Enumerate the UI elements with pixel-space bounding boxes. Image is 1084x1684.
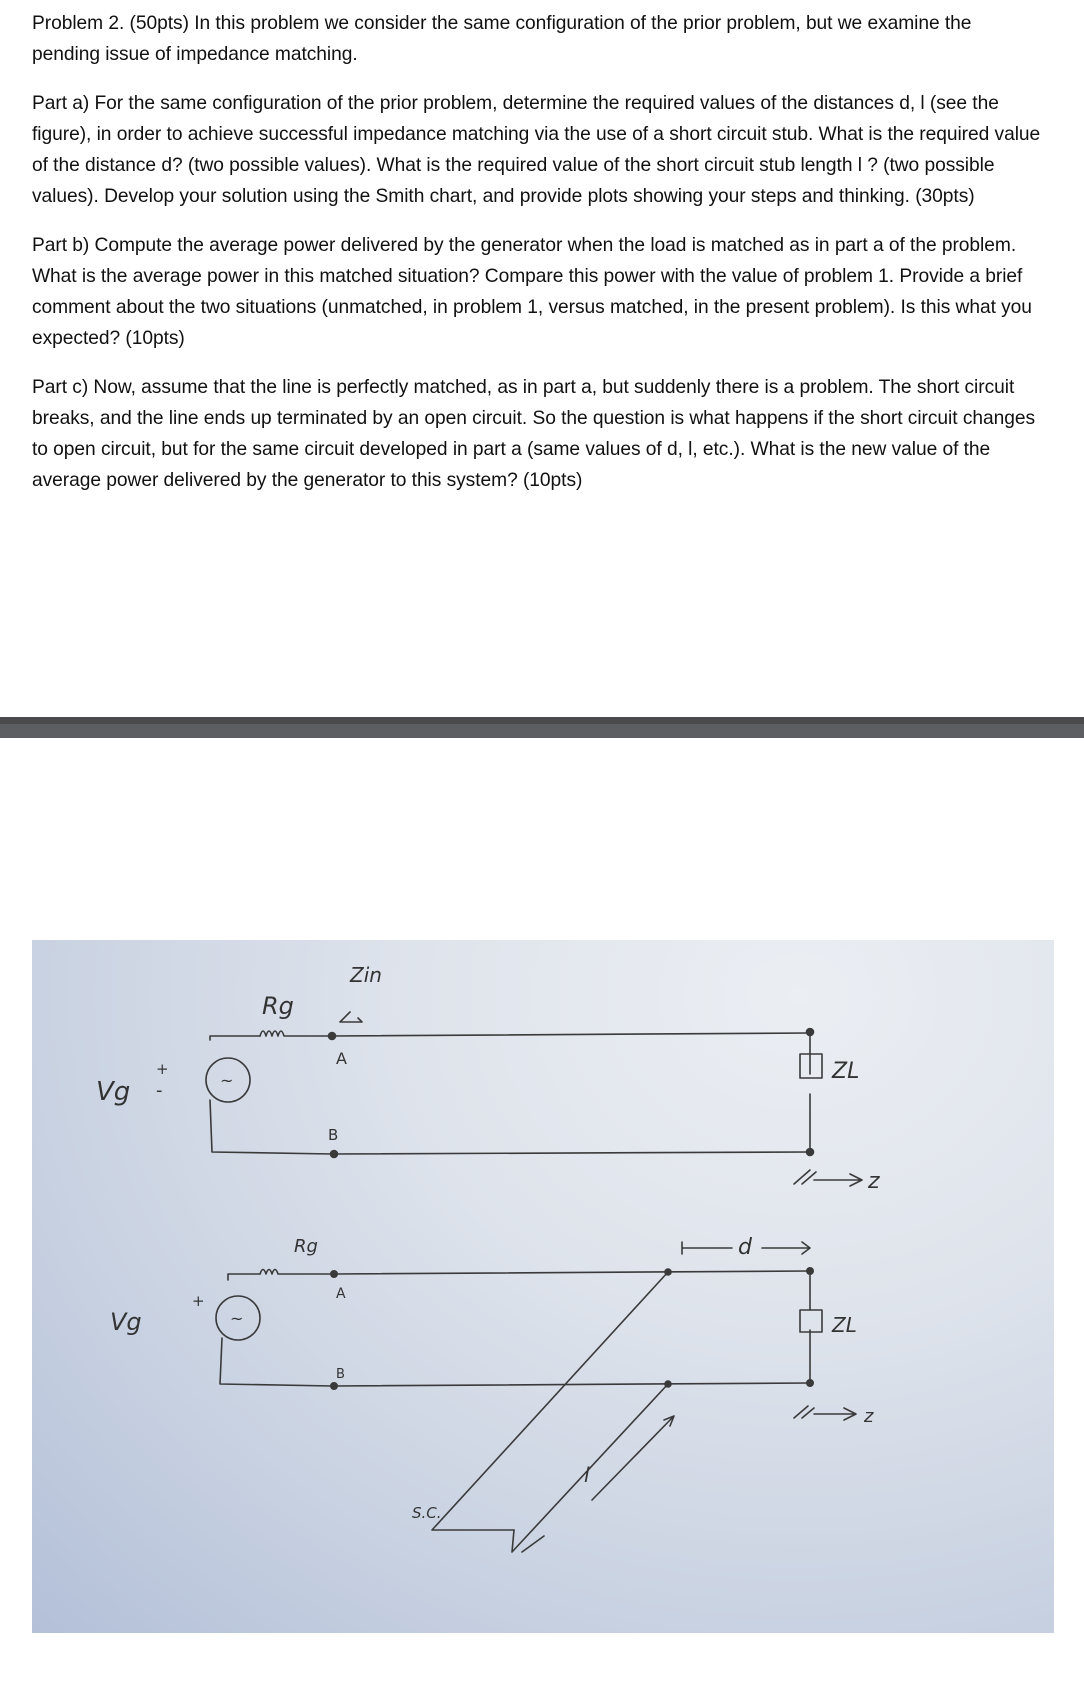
- problem-text: [32, 8, 1042, 514]
- bottom-upper-wire: [228, 1274, 260, 1280]
- top-z-axis-label: z: [868, 1169, 880, 1194]
- bottom-d-label: d: [738, 1235, 752, 1260]
- bottom-load-box: [800, 1310, 822, 1332]
- bottom-line-upper: [334, 1271, 810, 1274]
- bottom-source-lower: [220, 1338, 332, 1386]
- problem-intro: Problem 2. (50pts) In this problem we consider the same configuration of the prior problem, but we examine the pending issue of impedance matching.: [32, 13, 972, 65]
- stub-line-2: [512, 1384, 668, 1552]
- bottom-z-arrow: [794, 1406, 856, 1420]
- circuit-figure-photo: [32, 940, 1054, 1633]
- top-node-b: [331, 1151, 338, 1158]
- bottom-z-axis-label: z: [864, 1406, 874, 1427]
- top-z-arrow: [794, 1170, 862, 1186]
- bottom-rg-label: Rg: [294, 1236, 318, 1257]
- bottom-rg-resistor: [260, 1270, 332, 1275]
- top-minus-label: -: [156, 1080, 163, 1101]
- top-source-symbol: ~: [220, 1071, 234, 1090]
- bottom-node-b-label: B: [336, 1367, 345, 1382]
- stub-line-1: [432, 1272, 668, 1530]
- bottom-vg-label: Vg: [110, 1308, 142, 1336]
- part-c: Part c) Now, assume that the line is perfectly matched, as in part a, but suddenly there is a problem. The short circuit breaks, and the line ends up terminated by an open circuit. So the question is what happens if the short circuit changes to open circuit, but for the same circuit developed in part a (same values of d, l, etc.). What is the new value of the average power delivered by the generator to this system? (10pts): [32, 377, 1036, 491]
- top-zin-arrow: [340, 1012, 362, 1022]
- top-upper-wire: [210, 1036, 260, 1040]
- top-zl-label: ZL: [832, 1059, 860, 1084]
- part-b: Part b) Compute the average power delivered by the generator when the load is matched as in part a of the problem. What is the average power in this matched situation? Compare this power with the value of problem 1. Provide a brief comment about the two situations (unmatched, in problem 1, versus matched, in the present problem). Is this what you expected? (10pts): [32, 235, 1032, 349]
- top-line-lower: [332, 1152, 810, 1154]
- bottom-plus-label: +: [192, 1292, 205, 1310]
- top-line-upper: [332, 1033, 810, 1036]
- part-a: Part a) For the same configuration of the prior problem, determine the required values of the distances d, l (see the figure), in order to achieve successful impedance matching via the use of a short circuit stub. What is the required value of the distance d? (two possible values). What is the required value of the short circuit stub length l ? (two possible values). Develop your solution using the Smith chart, and provide plots showing your steps and thinking. (30pts): [32, 93, 1041, 207]
- top-rg-label: Rg: [262, 992, 294, 1020]
- bottom-source-symbol: ~: [230, 1309, 244, 1328]
- circuit-sketch: [32, 940, 1054, 1633]
- top-load-box: [800, 1054, 822, 1078]
- l-arrow: [592, 1416, 674, 1500]
- bottom-zl-label: ZL: [832, 1313, 857, 1337]
- top-vg-label: Vg: [96, 1077, 131, 1107]
- top-node-a: [329, 1033, 336, 1040]
- top-node-a-label: A: [336, 1049, 347, 1068]
- bottom-circuit-labels: [110, 1235, 874, 1522]
- bottom-node-a-label: A: [336, 1286, 346, 1302]
- top-node-b-label: B: [328, 1126, 339, 1144]
- top-plus-label: +: [156, 1060, 169, 1078]
- separator-bar-shadow: [0, 724, 1084, 738]
- top-zin-label: Zin: [350, 963, 382, 987]
- top-source-lower: [210, 1100, 332, 1154]
- top-circuit-labels: [96, 963, 880, 1194]
- bottom-line-lower: [334, 1383, 810, 1386]
- top-rg-resistor: [260, 1031, 332, 1036]
- stub-l-label: l: [584, 1463, 590, 1487]
- stub-sc-label: S.C.: [412, 1504, 442, 1522]
- separator-bar: [0, 717, 1084, 724]
